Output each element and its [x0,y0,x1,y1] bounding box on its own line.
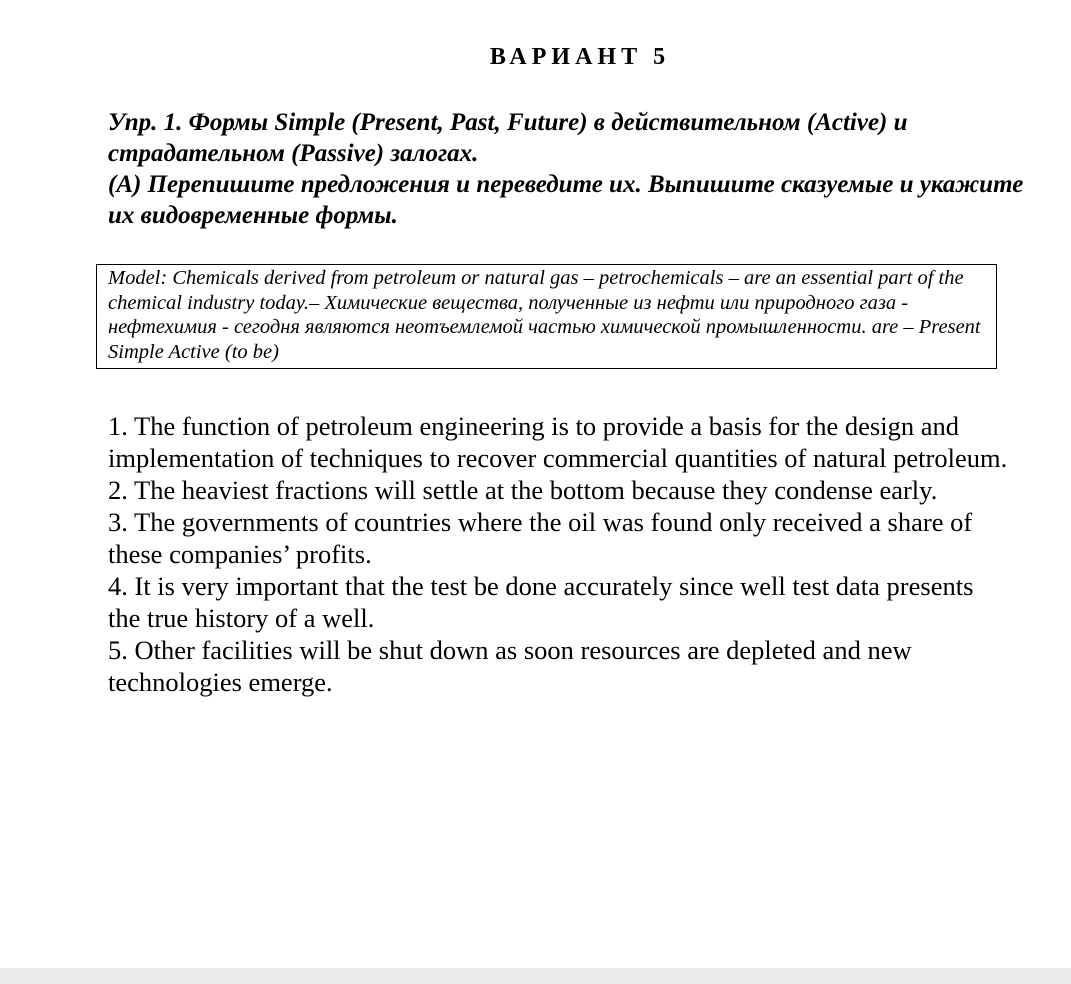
sentence-5: 5. Other facilities will be shut down as soon resources are depleted and new technologies emerge. [108,635,912,697]
sentence-2: 2. The heaviest fractions will settle at the bottom because they condense early. [108,475,938,505]
viewer-bottom-bar [0,968,1071,984]
task-heading [108,107,1028,231]
sentence-list [108,410,1008,698]
variant-title: ВАРИАНТ 5 [489,44,671,70]
sentence-4: 4. It is very important that the test be done accurately since well test data presents the true history of a well. [108,571,974,633]
model-example-box: Model: Chemicals derived from petroleum or natural gas – petrochemicals – are an essential part of the chemical industry today.– Химические вещества, полученные из нефти или природного газа - нефтехимия - сегодня являются неотъемлемой частью химической промышленности. are – Present Simple Active (to be) [96,264,997,369]
sentence-3: 3. The governments of countries where the oil was found only received a share of these companies’ profits. [108,507,973,569]
task-heading-exercise: Упр. 1. Формы Simple (Present, Past, Future) в действительном (Active) и страдательном (Passive) залогах. [108,109,908,167]
task-heading-instruction: (А) Перепишите предложения и переведите их. Выпишите сказуемые и укажите их видовременные формы. [108,171,1024,229]
sentence-1: 1. The function of petroleum engineering is to provide a basis for the design and implementation of techniques to recover commercial quantities of natural petroleum. [108,411,1008,473]
